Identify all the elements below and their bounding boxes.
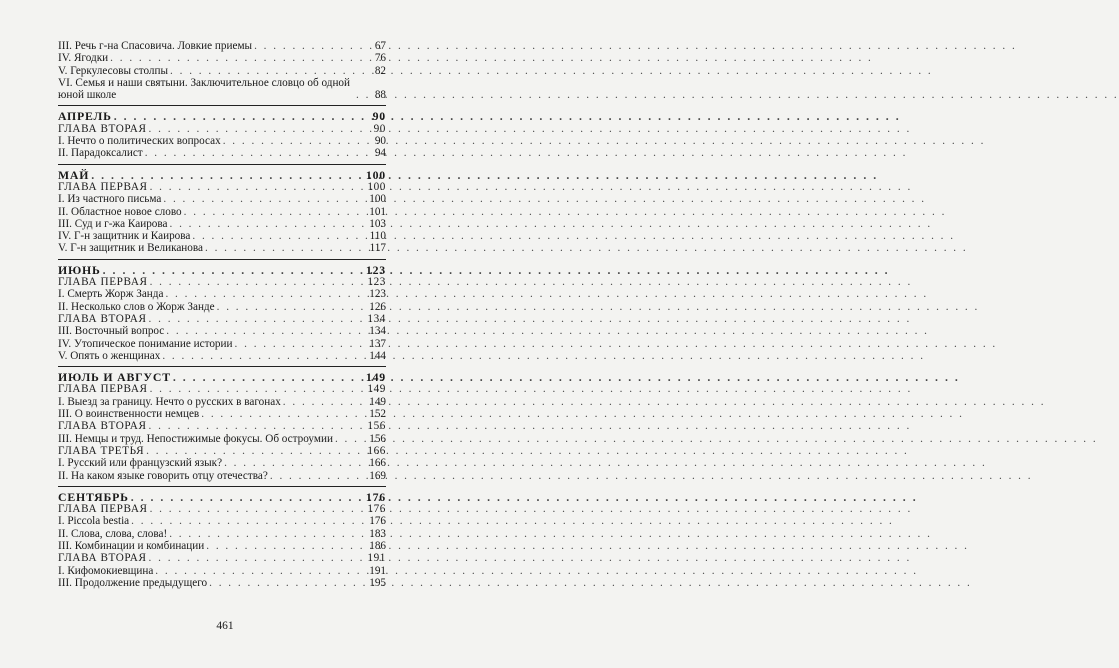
toc-entry-page: 94 bbox=[374, 147, 386, 160]
toc-entry-title: III. Немцы и труд. Непостижимые фокусы. Об остроумии bbox=[58, 432, 333, 445]
dot-leader bbox=[149, 123, 372, 135]
page-number: 461 bbox=[216, 620, 234, 632]
toc-entry-page: 117 bbox=[369, 242, 386, 255]
dot-leader bbox=[217, 301, 368, 313]
dot-leader bbox=[165, 288, 367, 300]
toc-entry-page: 191 bbox=[369, 564, 386, 577]
toc-entry bbox=[58, 515, 386, 527]
toc-entry-page: 156 bbox=[369, 432, 386, 445]
dot-leader bbox=[150, 503, 366, 515]
dot-leader bbox=[91, 169, 364, 181]
toc-entry bbox=[58, 577, 386, 589]
toc-entry-page: 123 bbox=[369, 288, 386, 301]
toc-entry-title: ИЮЛЬ И АВГУСТ bbox=[58, 370, 171, 385]
dot-leader bbox=[166, 325, 367, 337]
toc-entry-title: III. Восточный вопрос bbox=[58, 325, 165, 338]
dot-leader bbox=[145, 147, 373, 159]
dot-leader bbox=[150, 181, 366, 193]
toc-month-heading bbox=[58, 169, 386, 181]
toc-entry-title: АПРЕЛЬ bbox=[58, 109, 112, 124]
toc-entry bbox=[58, 457, 386, 469]
toc-month-heading bbox=[58, 264, 386, 276]
toc-entry bbox=[58, 325, 386, 337]
dot-leader bbox=[146, 445, 365, 457]
toc-entry-page: 176 bbox=[367, 503, 386, 516]
toc-entry-page: 88 bbox=[374, 89, 386, 102]
section-divider bbox=[58, 366, 386, 367]
toc-entry-title: III. О воинственности немцев bbox=[58, 408, 200, 421]
toc-entry-page: 134 bbox=[369, 325, 386, 338]
dot-leader bbox=[131, 515, 367, 527]
toc-entry-title: ГЛАВА ТРЕТЬЯ bbox=[58, 444, 145, 457]
toc-entry-title: I. Нечто о политических вопросах bbox=[58, 135, 221, 148]
toc-entry-title: I. Русский или французский язык? bbox=[58, 457, 223, 470]
dot-leader bbox=[206, 540, 367, 552]
toc-entry-page: 134 bbox=[367, 312, 386, 325]
dot-leader bbox=[223, 135, 373, 147]
toc-entry-title: V. Г-н защитник и Великанова bbox=[58, 242, 203, 255]
toc-entry-title: V. Геркулесовы столпы bbox=[58, 64, 169, 77]
dot-leader bbox=[170, 65, 373, 77]
toc-entry-title: III. Продолжение предыдущего bbox=[58, 576, 208, 589]
toc-entry-page: 149 bbox=[369, 395, 386, 408]
toc-entry-title: ГЛАВА ВТОРАЯ bbox=[58, 420, 147, 433]
toc-entry bbox=[58, 40, 386, 52]
toc-entry-title: ИЮНЬ bbox=[58, 262, 101, 277]
toc-entry bbox=[58, 218, 386, 230]
dot-leader bbox=[149, 313, 366, 325]
toc-entry-title: ГЛАВА ВТОРАЯ bbox=[58, 312, 147, 325]
dot-leader bbox=[150, 276, 366, 288]
toc-entry bbox=[58, 396, 386, 408]
toc-entry-page: 82 bbox=[374, 64, 386, 77]
toc-entry-title: СЕНТЯБРЬ bbox=[58, 489, 129, 504]
toc-entry-title: ГЛАВА ВТОРАЯ bbox=[58, 552, 147, 565]
toc-entry-title: II. Несколько слов о Жорж Занде bbox=[58, 300, 215, 313]
dot-leader bbox=[356, 89, 373, 101]
toc-entry-page: 90 bbox=[372, 109, 386, 124]
dot-leader bbox=[335, 433, 367, 445]
toc-entry-title: I. Кифомокиевщина bbox=[58, 564, 154, 577]
toc-entry bbox=[58, 301, 386, 313]
dot-leader bbox=[162, 350, 367, 362]
toc-entry-page: 195 bbox=[369, 576, 386, 589]
dot-leader bbox=[224, 457, 367, 469]
toc-entry-title: ГЛАВА ПЕРВАЯ bbox=[58, 276, 148, 289]
toc-entry-page: 149 bbox=[365, 370, 386, 385]
toc-entry bbox=[58, 540, 386, 552]
dot-leader bbox=[155, 565, 367, 577]
dot-leader bbox=[150, 383, 366, 395]
dot-leader bbox=[110, 52, 373, 64]
toc-entry-page: 90 bbox=[374, 135, 386, 148]
toc-entry-title: III. Суд и г-жа Каирова bbox=[58, 217, 168, 230]
toc-entry-page: 183 bbox=[369, 527, 386, 540]
toc-entry-page: 123 bbox=[367, 276, 386, 289]
toc-entry-title: IV. Утопическое понимание истории bbox=[58, 337, 233, 350]
toc-entry-page: 126 bbox=[369, 300, 386, 313]
dot-leader bbox=[235, 338, 368, 350]
table-of-contents bbox=[58, 40, 386, 589]
toc-entry-title: III. Комбинации и комбинации bbox=[58, 539, 205, 552]
toc-entry bbox=[58, 230, 386, 242]
toc-month-heading bbox=[58, 371, 386, 383]
toc-entry bbox=[58, 52, 386, 64]
toc-entry bbox=[58, 242, 386, 254]
dot-leader bbox=[184, 206, 368, 218]
toc-entry bbox=[58, 288, 386, 300]
section-divider bbox=[58, 105, 386, 106]
toc-entry-page: 166 bbox=[367, 444, 386, 457]
toc-entry-title: МАЙ bbox=[58, 167, 90, 182]
toc-entry-page: 110 bbox=[369, 230, 386, 243]
toc-chapter-heading bbox=[58, 420, 386, 432]
toc-entry-page: 100 bbox=[365, 167, 386, 182]
toc-entry-page: 169 bbox=[369, 469, 386, 482]
toc-chapter-heading bbox=[58, 313, 386, 325]
toc-entry-page: 176 bbox=[365, 489, 386, 504]
toc-entry-title: ГЛАВА ПЕРВАЯ bbox=[58, 180, 148, 193]
dot-leader bbox=[173, 371, 364, 383]
toc-entry bbox=[58, 408, 386, 420]
section-divider bbox=[58, 486, 386, 487]
toc-entry-page: 101 bbox=[369, 205, 386, 218]
toc-entry-title: I. Смерть Жорж Занда bbox=[58, 288, 164, 301]
toc-entry-title: II. На каком языке говорить отцу отечества? bbox=[58, 469, 268, 482]
toc-entry-title: III. Речь г-на Спасовича. Ловкие приемы bbox=[58, 40, 253, 52]
toc-entry-title: II. Областное новое слово bbox=[58, 205, 182, 218]
toc-entry-page: 123 bbox=[365, 262, 386, 277]
dot-leader bbox=[114, 110, 371, 122]
section-divider bbox=[58, 259, 386, 260]
toc-entry bbox=[58, 65, 386, 77]
toc-entry-page: 67 bbox=[374, 40, 386, 52]
toc-entry-title: VI. Семья и наши святыни. Заключительное словцо об одной юной школе bbox=[58, 76, 351, 102]
toc-entry-page: 100 bbox=[369, 193, 386, 206]
toc-entry-page: 144 bbox=[369, 349, 386, 362]
toc-entry-page: 100 bbox=[367, 180, 386, 193]
section-divider bbox=[58, 164, 386, 165]
toc-entry-page: 149 bbox=[367, 383, 386, 396]
dot-leader bbox=[103, 264, 364, 276]
toc-entry bbox=[58, 338, 386, 350]
toc-entry-title: V. Опять о женщинах bbox=[58, 349, 161, 362]
toc-chapter-heading bbox=[58, 552, 386, 564]
toc-entry-title: I. Из частного письма bbox=[58, 193, 162, 206]
dot-leader bbox=[205, 242, 368, 254]
toc-chapter-heading bbox=[58, 123, 386, 135]
toc-entry-page: 152 bbox=[369, 408, 386, 421]
dot-leader bbox=[131, 491, 364, 503]
toc-entry-page: 156 bbox=[367, 420, 386, 433]
toc-entry-page: 176 bbox=[369, 515, 386, 528]
toc-entry bbox=[58, 350, 386, 362]
toc-entry-page: 166 bbox=[369, 457, 386, 470]
dot-leader bbox=[192, 230, 367, 242]
toc-entry bbox=[58, 565, 386, 577]
dot-leader bbox=[254, 40, 373, 52]
toc-entry-title: IV. Ягодки bbox=[58, 52, 109, 65]
toc-chapter-heading bbox=[58, 445, 386, 457]
toc-entry-page: 90 bbox=[373, 122, 386, 135]
toc-chapter-heading bbox=[58, 503, 386, 515]
dot-leader bbox=[163, 193, 367, 205]
toc-chapter-heading bbox=[58, 383, 386, 395]
toc-entry bbox=[58, 528, 386, 540]
toc-month-heading bbox=[58, 110, 386, 122]
toc-chapter-heading bbox=[58, 276, 386, 288]
toc-entry-page: 191 bbox=[367, 552, 386, 565]
toc-entry bbox=[58, 433, 386, 445]
toc-entry-title: ГЛАВА ВТОРАЯ bbox=[58, 122, 147, 135]
toc-month-heading bbox=[58, 491, 386, 503]
toc-entry bbox=[58, 147, 386, 159]
toc-entry-title: I. Выезд за границу. Нечто о русских в вагонах bbox=[58, 395, 281, 408]
toc-entry-title: IV. Г-н защитник и Каирова bbox=[58, 230, 191, 243]
dot-leader bbox=[201, 408, 367, 420]
toc-chapter-heading bbox=[58, 181, 386, 193]
dot-leader bbox=[149, 552, 366, 564]
toc-entry-page: 137 bbox=[369, 337, 386, 350]
dot-leader bbox=[283, 396, 367, 408]
toc-entry bbox=[58, 135, 386, 147]
dot-leader bbox=[149, 420, 366, 432]
toc-entry bbox=[58, 193, 386, 205]
toc-entry-page: 76 bbox=[374, 52, 386, 65]
toc-entry-page: 186 bbox=[369, 539, 386, 552]
toc-entry bbox=[58, 206, 386, 218]
toc-entry-title: ГЛАВА ПЕРВАЯ bbox=[58, 383, 148, 396]
toc-entry bbox=[58, 470, 386, 482]
dot-leader bbox=[209, 577, 367, 589]
toc-entry bbox=[58, 77, 386, 102]
dot-leader bbox=[270, 470, 367, 482]
toc-entry-title: I. Piccola bestia bbox=[58, 515, 130, 528]
toc-entry-title: II. Слова, слова, слова! bbox=[58, 527, 168, 540]
toc-entry-page: 103 bbox=[369, 217, 386, 230]
dot-leader bbox=[169, 218, 367, 230]
dot-leader bbox=[169, 528, 367, 540]
toc-entry-title: ГЛАВА ПЕРВАЯ bbox=[58, 503, 148, 516]
toc-entry-title: II. Парадоксалист bbox=[58, 147, 143, 160]
